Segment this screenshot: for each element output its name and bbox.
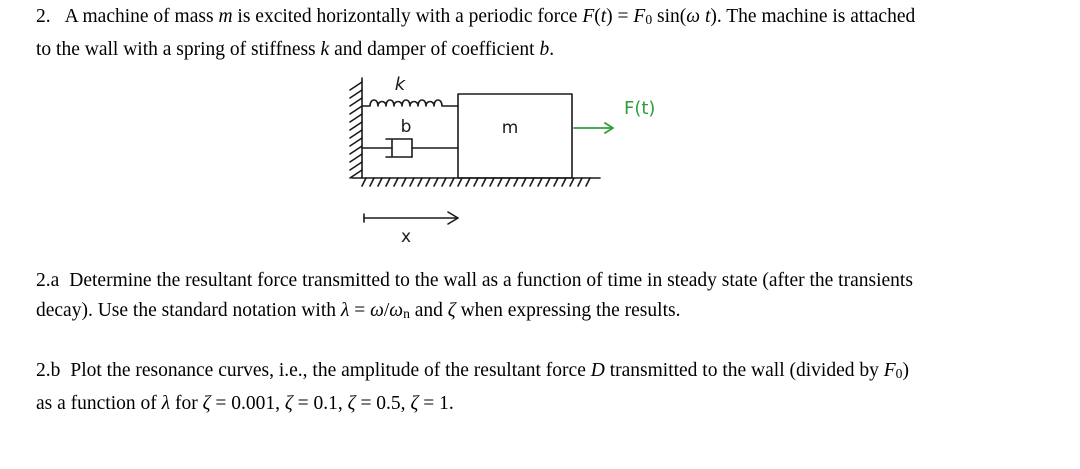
question-text: [36, 2, 1066, 65]
mass-spring-damper-diagram: [340, 60, 700, 260]
part-a-line-1: 2.a Determine the resultant force transmitted to the wall as a function of time in steady state (after the transients: [36, 270, 913, 291]
question-line-1: 2. A machine of mass m is excited horizontally with a periodic force F(t) = F0 sin(ω t). The machine is attached: [36, 6, 916, 27]
damper-label: b: [400, 117, 412, 137]
wall-hatching: [350, 82, 362, 178]
ground-hatching: [362, 178, 590, 186]
part-a-text: [36, 266, 1066, 329]
part-a-label: 2.a: [36, 270, 60, 291]
mass-label: m: [501, 118, 519, 138]
question-line-2: to the wall with a spring of stiffness k and damper of coefficient b.: [36, 39, 555, 60]
spring-label: k: [394, 74, 406, 95]
part-b-line-2: as a function of λ for ζ = 0.001, ζ = 0.1, ζ = 0.5, ζ = 1.: [36, 393, 454, 414]
spring: [362, 100, 458, 106]
force-label: F(t): [624, 98, 656, 119]
question-number: 2.: [36, 6, 51, 27]
displacement-label: x: [400, 227, 412, 247]
displacement-arrow: [364, 212, 458, 224]
part-b-text: [36, 356, 1066, 419]
part-a-line-2: decay). Use the standard notation with λ = ω/ωn and ζ when expressing the results.: [36, 300, 681, 321]
part-b-label: 2.b: [36, 360, 61, 381]
part-b-line-1: 2.b Plot the resonance curves, i.e., the amplitude of the resultant force D transmitted to the wall (divided by F0): [36, 360, 909, 381]
force-arrow: [574, 123, 613, 133]
damper: [362, 139, 458, 157]
